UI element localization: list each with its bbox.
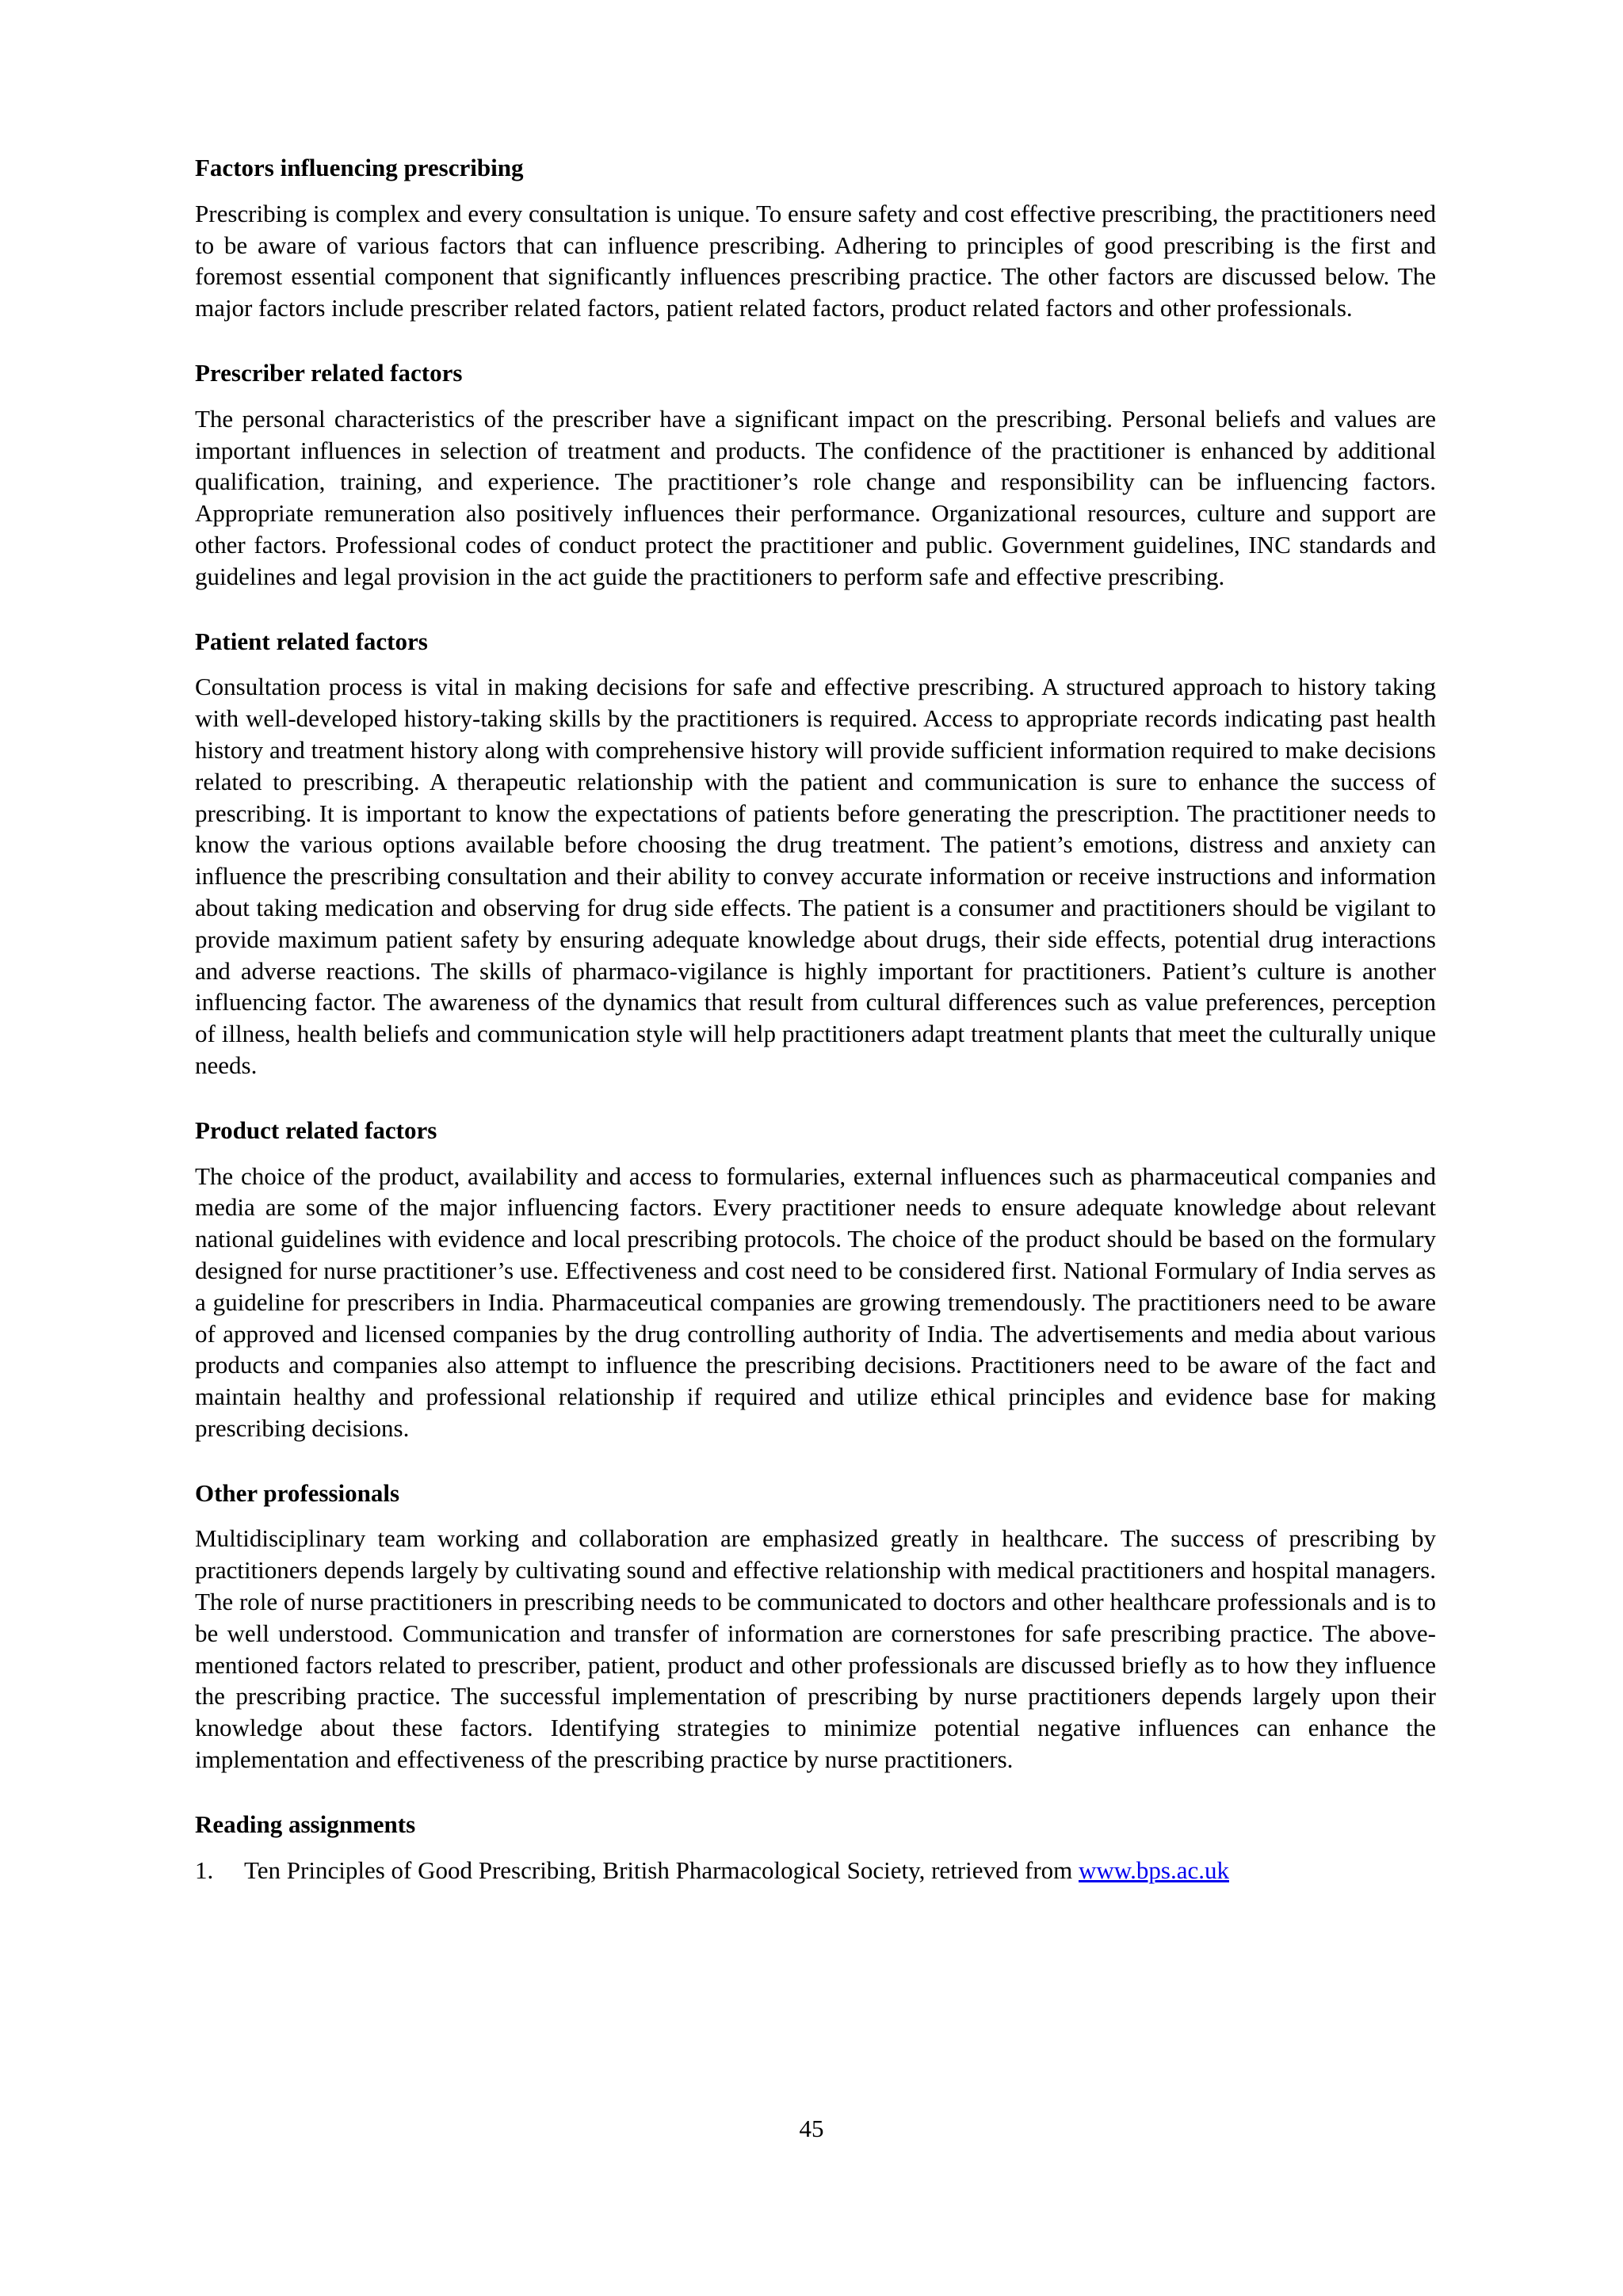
section-paragraph: Consultation process is vital in making decisions for safe and effective prescribing. A structured approach to history taking with well-developed history-taking skills by the practitioners is required. Access to appropriate records indicating past health history and treatment history along with comprehensive history will provide sufficient information required to make decisions related to prescribing. A therapeutic relationship with the patient and communication is sure to enhance the success of prescribing. It is important to know the expectations of patients before generating the prescription. The practitioner needs to know the various options available before choosing the drug treatment. The patient’s emotions, distress and anxiety can influence the prescribing consultation and their ability to convey accurate information or receive instructions and information about taking medication and observing for drug side effects. The patient is a consumer and practitioners should be vigilant to provide maximum patient safety by ensuring adequate knowledge about drugs, their side effects, potential drug interactions and adverse reactions. The skills of pharmaco-vigilance is highly important for practitioners. Patient’s culture is another influencing factor. The awareness of the dynamics that result from cultural differences such as value preferences, perception of illness, health beliefs and communication style will help practitioners adapt treatment plants that meet the culturally unique needs. (195, 673, 1436, 1079)
section-paragraph: The personal characteristics of the prescriber have a significant impact on the prescribing. Personal beliefs and values are important influences in selection of treatment and products. The confidence of the practitioner is enhanced by additional qualification, training, and experience. The practitioner’s role change and responsibility can be influencing factors. Appropriate remuneration also positively influences their performance. Organizational resources, culture and support are other factors. Professional codes of conduct protect the practitioner and public. Government guidelines, INC standards and guidelines and legal provision in the act guide the practitioners to perform safe and effective prescribing. (195, 404, 1436, 590)
section-paragraph: Prescribing is complex and every consultation is unique. To ensure safety and cost effective prescribing, the practitioners need to be aware of various factors that can influence prescribing. Adhering to principles of good prescribing is the first and foremost essential component that significantly influences prescribing practice. The other factors are discussed below. The major factors include prescriber related factors, patient related factors, product related factors and other professionals. (195, 199, 1437, 322)
section-prescriber-factors (195, 357, 1436, 593)
section-product-factors (195, 1115, 1436, 1444)
section-heading: Reading assignments (195, 1810, 416, 1838)
section-other-professionals (195, 1478, 1436, 1775)
section-heading: Other professionals (195, 1478, 400, 1507)
reference-text-wrapper (244, 1855, 1229, 1886)
reference-link[interactable]: www.bps.ac.uk (1079, 1855, 1230, 1884)
section-paragraph: The choice of the product, availability and access to formularies, external influences such as pharmaceutical companies and media are some of the major influencing factors. Every practitioner needs to ensure adequate knowledge about relevant national guidelines with evidence and local prescribing protocols. The choice of the product should be based on the formulary designed for nurse practitioner’s use. Effectiveness and cost need to be considered first. National Formulary of India serves as a guideline for prescribers in India. Pharmaceutical companies are growing tremendously. The practitioners need to be aware of approved and licensed companies by the drug controlling authority of India. The advertisements and media about various products and companies also attempt to influence the prescribing decisions. Practitioners need to be aware of the fact and maintain healthy and professional relationship if required and utilize ethical principles and evidence base for making prescribing decisions. (195, 1161, 1436, 1442)
reference-number: 1. (195, 1855, 214, 1884)
section-patient-factors (195, 626, 1436, 1081)
reference-item (195, 1855, 1436, 1886)
reference-text: Ten Principles of Good Prescribing, British Pharmacological Society, retrieved from (244, 1855, 1079, 1884)
page-number: 45 (799, 2115, 824, 2142)
section-heading: Patient related factors (195, 627, 428, 655)
section-heading: Factors influencing prescribing (195, 154, 524, 181)
section-paragraph: Multidisciplinary team working and collaboration are emphasized greatly in healthcare. The success of prescribing by practitioners depends largely by cultivating sound and effective relationship with medical practitioners and hospital managers. The role of nurse practitioners in prescribing needs to be communicated to doctors and other healthcare professionals and is to be well understood. Communication and transfer of information are cornerstones for safe prescribing practice. The above-mentioned factors related to prescriber, patient, product and other professionals are discussed briefly as to how they influence the prescribing practice. The successful implementation of prescribing by nurse practitioners depends largely upon their knowledge about these factors. Identifying strategies to minimize potential negative influences can enhance the implementation and effectiveness of the prescribing practice by nurse practitioners. (195, 1524, 1436, 1774)
page-content (195, 152, 1436, 1886)
section-factors-influencing (195, 152, 1436, 324)
section-heading: Product related factors (195, 1116, 437, 1144)
section-heading: Prescriber related factors (195, 358, 463, 387)
section-reading-assignments (195, 1809, 1436, 1886)
